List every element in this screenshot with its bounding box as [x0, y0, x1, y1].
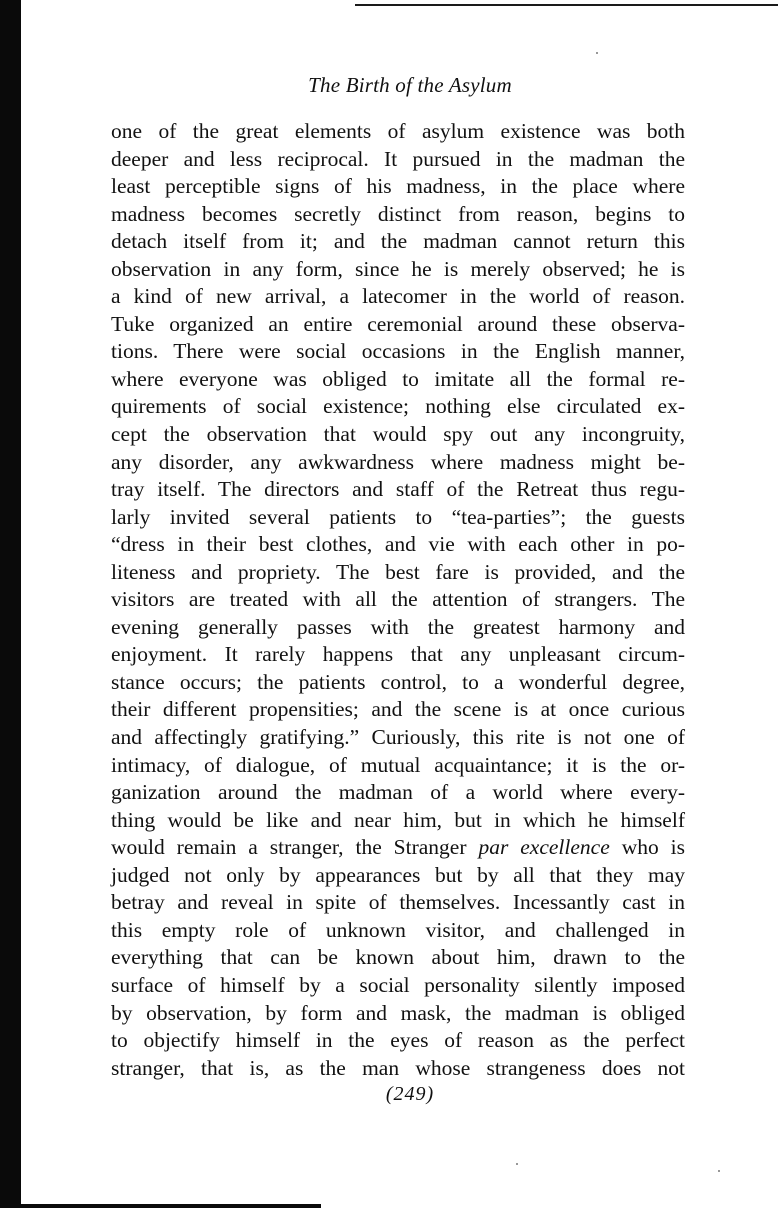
- text-line: this empty role of unknown visitor, and challenged in: [111, 917, 685, 942]
- text-segment: who is: [621, 835, 685, 860]
- text-line: thing would be like and near him, but in which he himself: [111, 807, 685, 832]
- scan-border-left: [0, 0, 21, 1208]
- text-line: to objectify himself in the eyes of reason as the perfect: [111, 1028, 685, 1053]
- italic-phrase: par excellence: [478, 835, 610, 860]
- text-line: observation in any form, since he is merely observed; he is: [111, 256, 685, 281]
- text-line: stance occurs; the patients control, to a wonderful degree,: [111, 669, 685, 694]
- text-line: ganization around the madman of a world where every-: [111, 780, 685, 805]
- text-line: deeper and less reciprocal. It pursued in the madman the: [111, 146, 685, 171]
- text-line: surface of himself by a social personality silently imposed: [111, 972, 685, 997]
- text-line: and affectingly gratifying.” Curiously, this rite is not one of: [111, 725, 685, 750]
- text-line: one of the great elements of asylum existence was both: [111, 119, 685, 143]
- text-line: by observation, by form and mask, the madman is obliged: [111, 1000, 685, 1025]
- text-line: everything that can be known about him, drawn to the: [111, 945, 685, 970]
- text-line: larly invited several patients to “tea-parties”; the guests: [111, 504, 685, 529]
- body-text: [111, 118, 685, 1082]
- scan-border-bottom: [21, 1204, 321, 1208]
- text-line: their different propensities; and the scene is at once curious: [111, 697, 685, 722]
- scan-edge-rule: [355, 4, 778, 6]
- text-line-italic-phrase: [111, 834, 685, 862]
- text-line: quirements of social existence; nothing else circulated ex-: [111, 394, 685, 419]
- text-segment: would remain a stranger, the Stranger: [111, 835, 467, 860]
- text-line: tions. There were social occasions in the English manner,: [111, 339, 685, 364]
- text-line: liteness and propriety. The best fare is provided, and the: [111, 559, 685, 584]
- text-line: stranger, that is, as the man whose strangeness does not: [111, 1055, 685, 1080]
- text-line: betray and reveal in spite of themselves. Incessantly cast in: [111, 890, 685, 915]
- text-line: judged not only by appearances but by all that they may: [111, 862, 685, 887]
- text-line: enjoyment. It rarely happens that any unpleasant circum-: [111, 642, 685, 667]
- text-line: madness becomes secretly distinct from reason, begins to: [111, 201, 685, 226]
- running-head: The Birth of the Asylum: [308, 73, 512, 97]
- text-line: “dress in their best clothes, and vie with each other in po-: [111, 532, 685, 557]
- text-line: least perceptible signs of his madness, in the place where: [111, 174, 685, 199]
- text-line: intimacy, of dialogue, of mutual acquaintance; it is the or-: [111, 752, 685, 777]
- text-line: cept the observation that would spy out any incongruity,: [111, 422, 685, 447]
- text-line: evening generally passes with the greatest harmony and: [111, 614, 685, 639]
- text-line: where everyone was obliged to imitate all the formal re-: [111, 366, 685, 391]
- scan-speck: [718, 1170, 720, 1172]
- page-number: (249): [385, 1083, 435, 1105]
- text-line: any disorder, any awkwardness where madness might be-: [111, 449, 685, 474]
- text-line: visitors are treated with all the attention of strangers. The: [111, 587, 685, 612]
- text-line: Tuke organized an entire ceremonial around these observa-: [111, 311, 685, 336]
- text-line: a kind of new arrival, a latecomer in the world of reason.: [111, 284, 685, 309]
- text-line: tray itself. The directors and staff of the Retreat thus regu-: [111, 477, 685, 502]
- scan-speck: [516, 1163, 518, 1165]
- scan-speck: [596, 52, 598, 54]
- text-line: detach itself from it; and the madman cannot return this: [111, 229, 685, 254]
